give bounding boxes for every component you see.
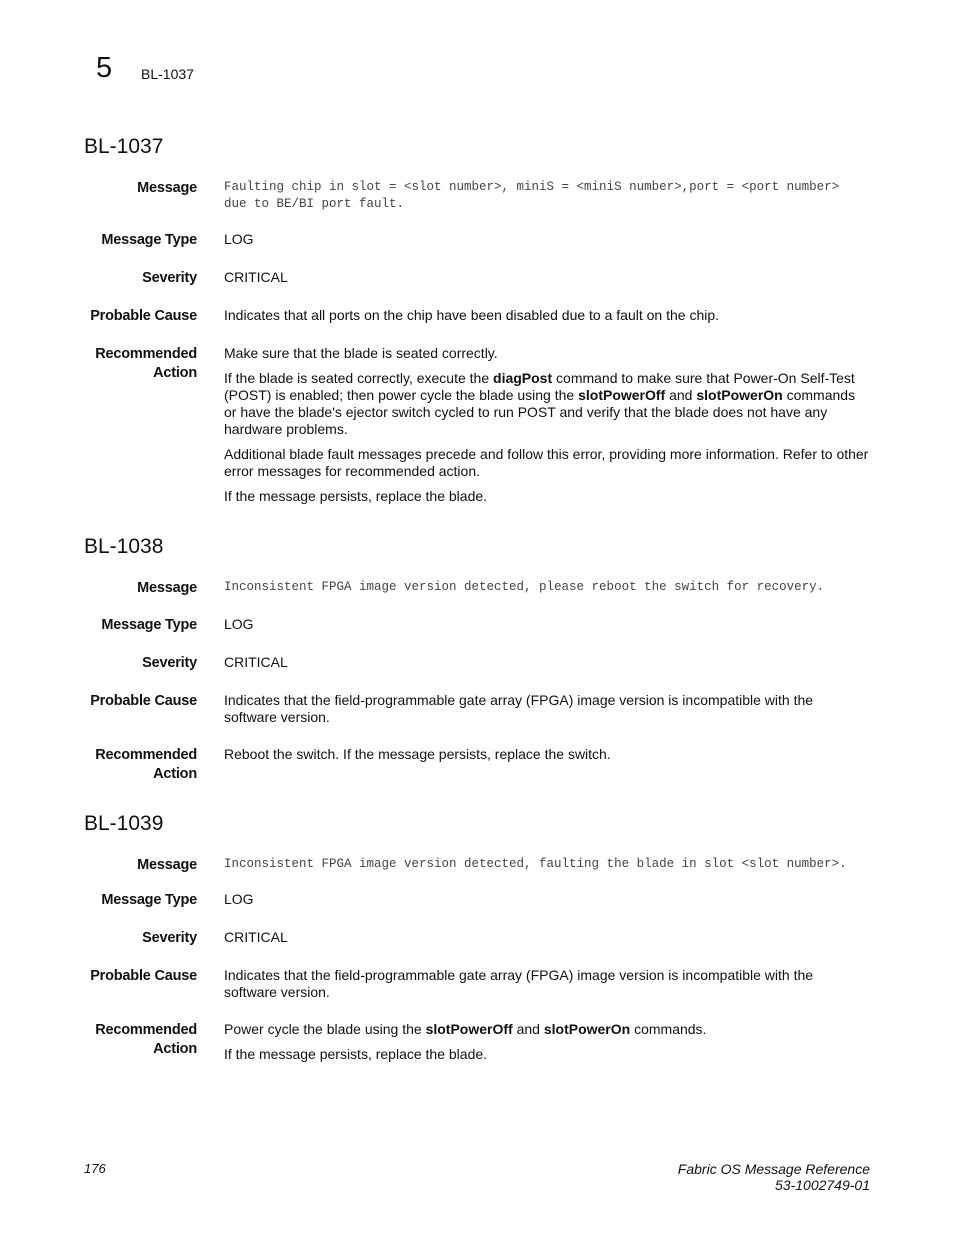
- page-number: 176: [84, 1161, 106, 1176]
- label-line-1: Recommended: [95, 346, 197, 362]
- label-line-2: Action: [153, 365, 197, 381]
- command-slotpoweroff: slotPowerOff: [578, 387, 666, 403]
- message-type-value: LOG: [224, 231, 254, 247]
- probable-cause-field: [84, 307, 884, 324]
- section-heading: BL-1037: [84, 135, 164, 158]
- recommended-action-field: [84, 746, 884, 782]
- probable-cause-label: Probable Cause: [90, 968, 197, 984]
- section-bl-1037: [84, 135, 884, 505]
- recommended-action-text: [224, 1021, 869, 1063]
- footer-doc-info: [678, 1161, 870, 1193]
- message-text: Inconsistent FPGA image version detected, please reboot the switch for recovery.: [224, 580, 825, 594]
- label-line-1: Recommended: [95, 747, 197, 763]
- recommended-action-field: [84, 1021, 884, 1063]
- doc-number: 53-1002749-01: [775, 1177, 870, 1193]
- severity-label: Severity: [142, 655, 197, 671]
- recommended-action-label: [84, 345, 197, 383]
- command-slotpoweron: slotPowerOn: [696, 387, 783, 403]
- command-slotpoweron: slotPowerOn: [543, 1021, 631, 1037]
- severity-value: CRITICAL: [224, 929, 288, 945]
- running-header-title: BL-1037: [141, 66, 194, 82]
- message-text: Inconsistent FPGA image version detected, faulting the blade in slot <slot number>.: [224, 857, 847, 871]
- action-paragraph: Power cycle the blade using the slotPowerOff and slotPowerOn commands.: [224, 1021, 707, 1037]
- section-heading: BL-1039: [84, 812, 164, 835]
- recommended-action-text: [224, 746, 869, 763]
- message-field: [84, 579, 884, 596]
- probable-cause-field: [84, 967, 884, 1001]
- probable-cause-label: Probable Cause: [90, 308, 197, 324]
- probable-cause-field: [84, 692, 884, 726]
- section-bl-1038: [84, 535, 884, 782]
- message-text: Faulting chip in slot = <slot number>, miniS = <miniS number>,port = <port number> due to BE/BI port fault.: [224, 180, 840, 211]
- label-line-1: Recommended: [95, 1022, 197, 1038]
- recommended-action-label: [84, 1021, 197, 1059]
- message-type-label: Message Type: [101, 232, 197, 248]
- severity-label: Severity: [142, 930, 197, 946]
- probable-cause-text: Indicates that all ports on the chip have been disabled due to a fault on the chip.: [224, 307, 720, 323]
- message-type-field: [84, 231, 884, 248]
- message-label: Message: [137, 580, 197, 596]
- doc-title: Fabric OS Message Reference: [677, 1161, 870, 1177]
- probable-cause-text: Indicates that the field-programmable gate array (FPGA) image version is incompatible with the software version.: [224, 967, 814, 1000]
- message-field: [84, 856, 884, 873]
- message-type-value: LOG: [224, 616, 254, 632]
- action-paragraph: Reboot the switch. If the message persists, replace the switch.: [224, 746, 611, 762]
- command-slotpoweroff: slotPowerOff: [425, 1021, 513, 1037]
- message-type-value: LOG: [224, 891, 254, 907]
- action-paragraph: If the message persists, replace the blade.: [224, 1046, 488, 1062]
- recommended-action-field: [84, 345, 884, 505]
- severity-label: Severity: [142, 270, 197, 286]
- severity-field: [84, 654, 884, 671]
- probable-cause-text: Indicates that the field-programmable gate array (FPGA) image version is incompatible with the software version.: [224, 692, 814, 725]
- severity-value: CRITICAL: [224, 269, 288, 285]
- severity-field: [84, 929, 884, 946]
- action-paragraph: Additional blade fault messages precede and follow this error, providing more information. Refer to other error messages for recommended action.: [224, 446, 869, 479]
- severity-field: [84, 269, 884, 286]
- label-line-2: Action: [153, 1041, 197, 1057]
- section-heading: BL-1038: [84, 535, 164, 558]
- section-bl-1039: [84, 812, 884, 1063]
- command-diagpost: diagPost: [493, 370, 553, 386]
- message-label: Message: [137, 857, 197, 873]
- probable-cause-label: Probable Cause: [90, 693, 197, 709]
- action-paragraph: If the blade is seated correctly, execute the diagPost command to make sure that Power-On Self-Test (POST) is enabled; then power cycle the blade using the slotPowerOff and slotPowerOn commands or have the blade's ejector switch cycled to run POST and verify that the blade does not have any hardware problems.: [224, 370, 856, 437]
- message-type-field: [84, 891, 884, 908]
- chapter-number: 5: [96, 52, 113, 84]
- message-label: Message: [137, 180, 197, 196]
- severity-value: CRITICAL: [224, 654, 288, 670]
- action-paragraph: If the message persists, replace the blade.: [224, 488, 488, 504]
- message-field: [84, 179, 884, 213]
- label-line-2: Action: [153, 766, 197, 782]
- message-type-label: Message Type: [101, 617, 197, 633]
- message-type-label: Message Type: [101, 892, 197, 908]
- message-type-field: [84, 616, 884, 633]
- action-paragraph: Make sure that the blade is seated correctly.: [224, 345, 498, 361]
- recommended-action-label: [84, 746, 197, 784]
- recommended-action-text: [224, 345, 869, 505]
